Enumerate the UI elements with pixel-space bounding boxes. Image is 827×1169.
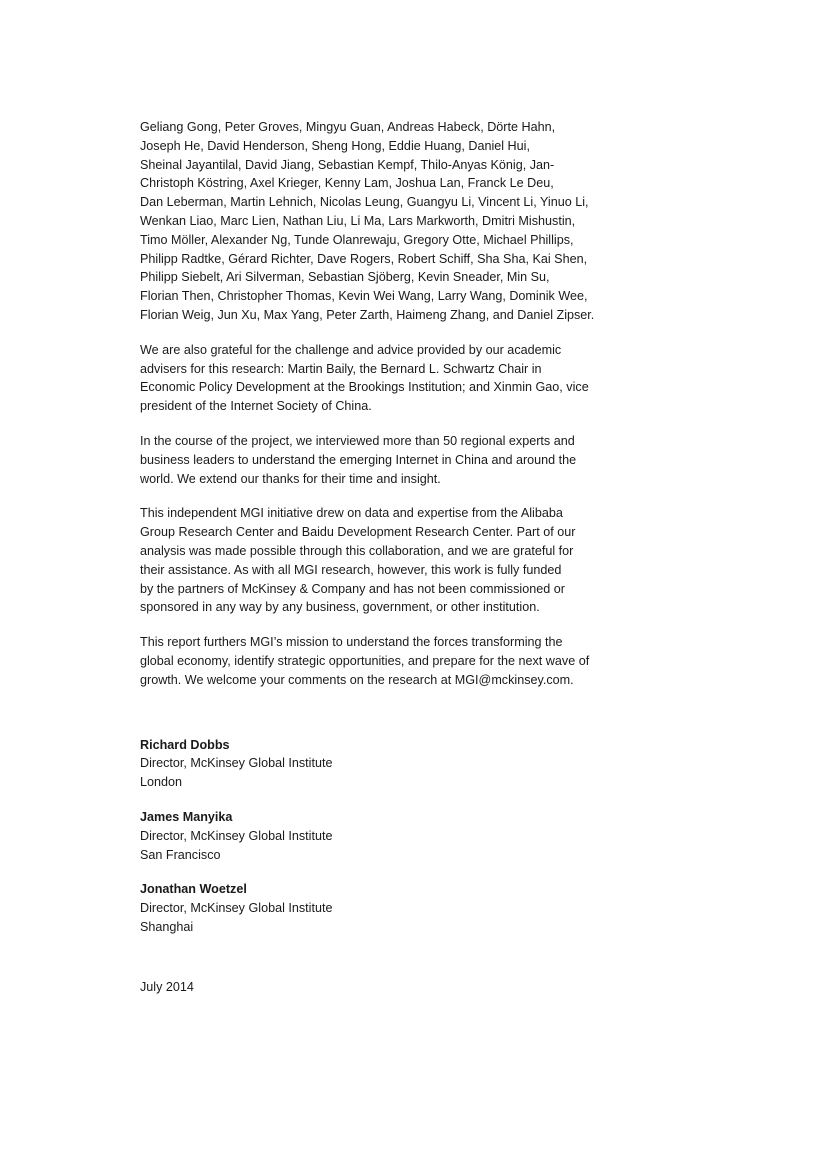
signatory-name: James Manyika: [140, 809, 233, 824]
text-line: Sheinal Jayantilal, David Jiang, Sebastian Kempf, Thilo-Anyas König, Jan-: [140, 157, 555, 172]
advisers-paragraph: [140, 341, 640, 416]
names-paragraph: [140, 118, 640, 325]
text-line: president of the Internet Society of China.: [140, 399, 372, 414]
text-line: Group Research Center and Baidu Development Research Center. Part of our: [140, 525, 576, 540]
text-line: Dan Leberman, Martin Lehnich, Nicolas Leung, Guangyu Li, Vincent Li, Yinuo Li,: [140, 195, 589, 210]
text-line: global economy, identify strategic opportunities, and prepare for the next wave of: [140, 653, 590, 668]
signatory-name: Jonathan Woetzel: [140, 882, 247, 897]
mission-paragraph: [140, 633, 640, 689]
text-line: Wenkan Liao, Marc Lien, Nathan Liu, Li Ma, Lars Markworth, Dmitri Mishustin,: [140, 213, 576, 228]
text-line: Geliang Gong, Peter Groves, Mingyu Guan, Andreas Habeck, Dörte Hahn,: [140, 120, 556, 134]
signatory-title: Director, McKinsey Global Institute: [140, 756, 333, 771]
signatory: [140, 880, 640, 936]
signatory-location: San Francisco: [140, 847, 221, 862]
text-line: growth. We welcome your comments on the research at MGI@mckinsey.com.: [140, 672, 574, 687]
signatory: [140, 736, 640, 792]
signature-block: [140, 736, 640, 937]
text-line: advisers for this research: Martin Baily, the Bernard L. Schwartz Chair in: [140, 361, 542, 376]
text-line: Florian Then, Christopher Thomas, Kevin Wei Wang, Larry Wang, Dominik Wee,: [140, 289, 588, 304]
text-line: This independent MGI initiative drew on data and expertise from the Alibaba: [140, 506, 563, 521]
text-line: sponsored in any way by any business, government, or other institution.: [140, 600, 540, 615]
interviews-paragraph: [140, 432, 640, 488]
report-date: July 2014: [140, 979, 194, 994]
text-line: Joseph He, David Henderson, Sheng Hong, Eddie Huang, Daniel Hui,: [140, 138, 530, 153]
text-line: business leaders to understand the emerging Internet in China and around the: [140, 452, 577, 467]
text-line: We are also grateful for the challenge and advice provided by our academic: [140, 342, 562, 357]
signatory-name: Richard Dobbs: [140, 737, 230, 752]
text-line: Philipp Radtke, Gérard Richter, Dave Rogers, Robert Schiff, Sha Sha, Kai Shen,: [140, 251, 588, 266]
signatory-title: Director, McKinsey Global Institute: [140, 901, 333, 916]
text-line: Christoph Köstring, Axel Krieger, Kenny Lam, Joshua Lan, Franck Le Deu,: [140, 176, 554, 191]
signatory-location: Shanghai: [140, 919, 194, 934]
text-line: Economic Policy Development at the Brookings Institution; and Xinmin Gao, vice: [140, 380, 589, 395]
document-page: [140, 118, 640, 996]
text-line: In the course of the project, we interviewed more than 50 regional experts and: [140, 433, 575, 448]
independence-paragraph: [140, 504, 640, 617]
text-line: Philipp Siebelt, Ari Silverman, Sebastian Sjöberg, Kevin Sneader, Min Su,: [140, 270, 550, 285]
text-line: by the partners of McKinsey & Company and has not been commissioned or: [140, 581, 565, 596]
text-line: their assistance. As with all MGI research, however, this work is fully funded: [140, 562, 562, 577]
signatory-location: London: [140, 775, 183, 790]
signatory: [140, 808, 640, 864]
text-line: analysis was made possible through this collaboration, and we are grateful for: [140, 543, 574, 558]
text-line: Florian Weig, Jun Xu, Max Yang, Peter Zarth, Haimeng Zhang, and Daniel Zipser.: [140, 307, 595, 322]
text-line: This report furthers MGI’s mission to understand the forces transforming the: [140, 635, 563, 650]
text-line: Timo Möller, Alexander Ng, Tunde Olanrewaju, Gregory Otte, Michael Phillips,: [140, 232, 574, 247]
signatory-title: Director, McKinsey Global Institute: [140, 828, 333, 843]
text-line: world. We extend our thanks for their time and insight.: [140, 471, 441, 486]
